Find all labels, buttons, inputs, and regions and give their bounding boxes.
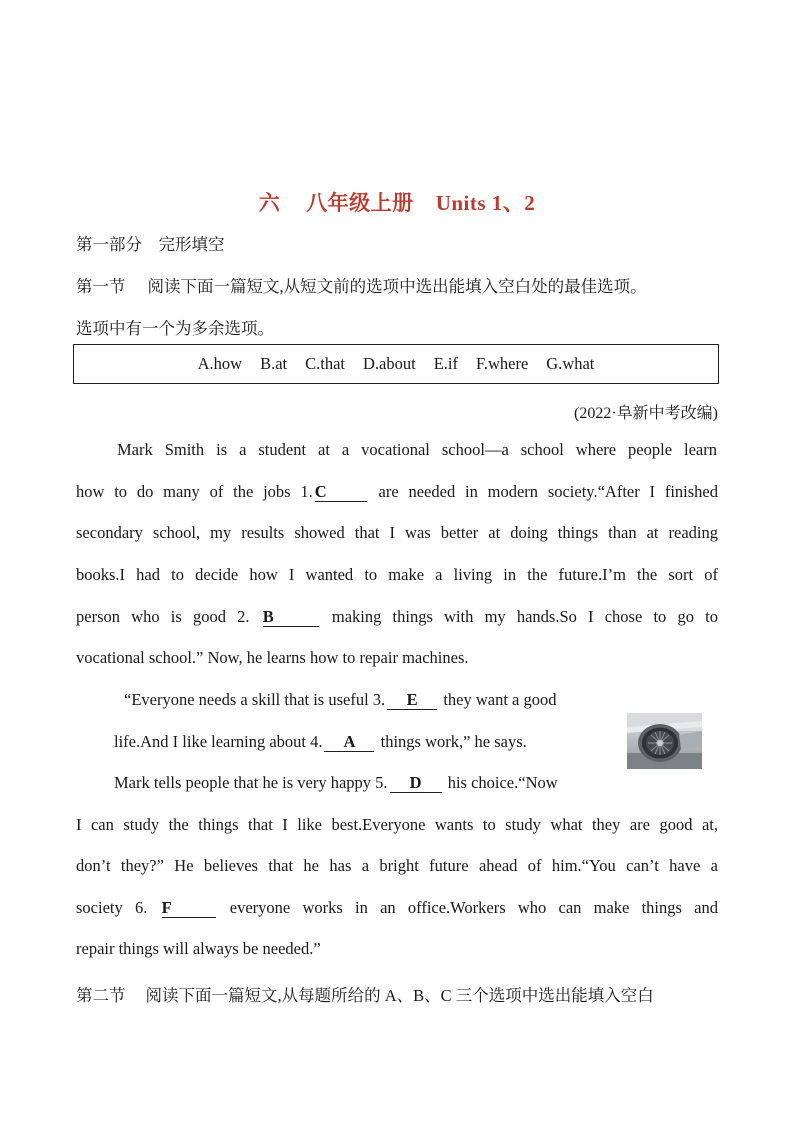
option-e: E.if	[433, 354, 458, 373]
title-grade: 八年级上册	[306, 191, 414, 215]
answer-blank-3: E	[387, 691, 437, 710]
passage-line: person who is good 2. B making things with my hands.So I chose to go to	[76, 607, 718, 626]
option-f: F.where	[475, 354, 529, 373]
page-title	[0, 187, 794, 217]
passage-line: Mark tells people that he is very happy 5. D his choice.“Now	[114, 773, 558, 792]
option-b: B.at	[260, 354, 288, 373]
passage-line: Mark Smith is a student at a vocational school—a school where people learn	[117, 440, 717, 459]
passage-line: life.And I like learning about 4. A things work,” he says.	[114, 732, 527, 751]
section2-instruction	[76, 982, 654, 1006]
passage-line: how to do many of the jobs 1. C are needed in modern society.“After I finished	[76, 482, 718, 501]
passage-line: repair things will always be needed.”	[76, 939, 321, 958]
passage-line: don’t they?” He believes that he has a bright future ahead of him.“You can’t have a	[76, 856, 718, 875]
answer-blank-2: B	[263, 608, 319, 627]
passage-line: secondary school, my results showed that I was better at doing things than at reading	[76, 523, 718, 542]
passage-line: books.I had to decide how I wanted to make a living in the future.I’m the sort of	[76, 565, 718, 584]
section2-label: 第二节	[76, 986, 126, 1005]
answer-blank-4: A	[324, 733, 374, 752]
section1-label: 第一节	[76, 277, 126, 296]
answer-blank-6: F	[162, 899, 216, 918]
answer-blank-1: C	[315, 483, 367, 502]
passage-line: “Everyone needs a skill that is useful 3. E they want a good	[124, 690, 557, 709]
airplane-engine-image	[627, 713, 702, 769]
option-g: G.what	[546, 354, 595, 373]
airplane-engine-icon	[627, 713, 702, 769]
option-c: C.that	[305, 354, 345, 373]
title-units: Units 1、2	[435, 191, 536, 215]
options-box	[73, 344, 719, 384]
passage-line: vocational school.” Now, he learns how to repair machines.	[76, 648, 469, 667]
passage-line: society 6. F everyone works in an office.Workers who can make things and	[76, 898, 718, 917]
title-number: 六	[258, 191, 281, 215]
option-a: A.how	[197, 354, 243, 373]
part-heading: 第一部分 完形填空	[76, 235, 225, 254]
section1-instruction	[76, 273, 647, 297]
answer-blank-5: D	[390, 774, 442, 793]
section1-instruction-line1: 阅读下面一篇短文,从短文前的选项中选出能填入空白处的最佳选项。	[147, 277, 647, 296]
passage-line: I can study the things that I like best.Everyone wants to study what they are good at,	[76, 815, 718, 834]
option-d: D.about	[362, 354, 416, 373]
section1-instruction-line2: 选项中有一个为多余选项。	[76, 319, 274, 338]
source-note: (2022·阜新中考改编)	[574, 405, 718, 422]
section2-instruction-text: 阅读下面一篇短文,从每题所给的 A、B、C 三个选项中选出能填入空白	[145, 986, 654, 1005]
